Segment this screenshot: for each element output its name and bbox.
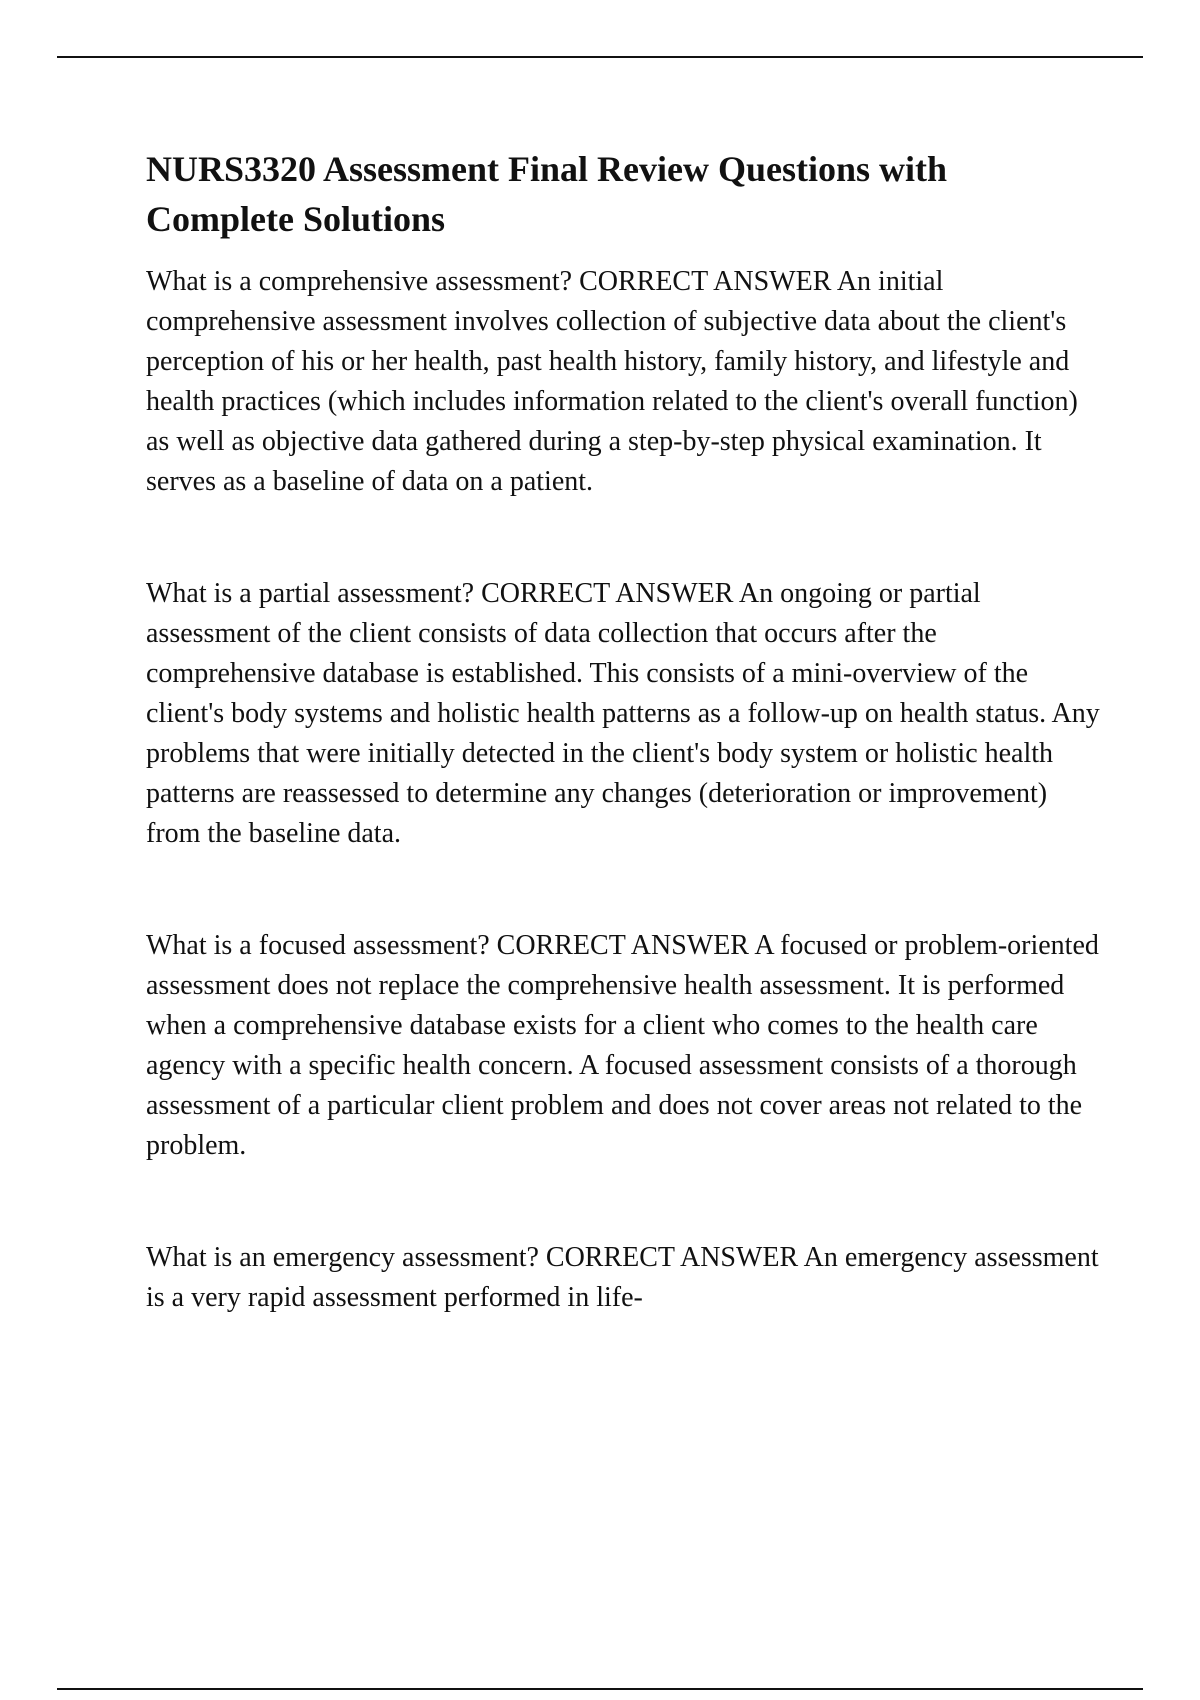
document-body xyxy=(146,144,1101,1390)
qa-item-emergency: What is an emergency assessment? CORRECT ANSWER An emergency assessment is a very rapid assessment performed in life- xyxy=(146,1242,1099,1313)
qa-item-partial: What is a partial assessment? CORRECT ANSWER An ongoing or partial assessment of the client consists of data collection that occurs after the comprehensive database is established. This consists of a mini-overview of the client's body systems and holistic health patterns as a follow-up on health status. Any problems that were initially detected in the client's body system or holistic health patterns are reassessed to determine any changes (deterioration or improvement) from the baseline data. xyxy=(146,578,1100,849)
top-divider xyxy=(57,56,1143,58)
bottom-divider xyxy=(57,1688,1143,1690)
qa-item-comprehensive: What is a comprehensive assessment? CORRECT ANSWER An initial comprehensive assessment involves collection of subjective data about the client's perception of his or her health, past health history, family history, and lifestyle and health practices (which includes information related to the client's overall function) as well as objective data gathered during a step-by-step physical examination. It serves as a baseline of data on a patient. xyxy=(146,266,1078,497)
qa-item-focused: What is a focused assessment? CORRECT ANSWER A focused or problem-oriented assessment does not replace the comprehensive health assessment. It is performed when a comprehensive database exists for a client who comes to the health care agency with a specific health concern. A focused assessment consists of a thorough assessment of a particular client problem and does not cover areas not related to the problem. xyxy=(146,930,1099,1161)
document-title: NURS3320 Assessment Final Review Questions with Complete Solutions xyxy=(146,149,948,239)
